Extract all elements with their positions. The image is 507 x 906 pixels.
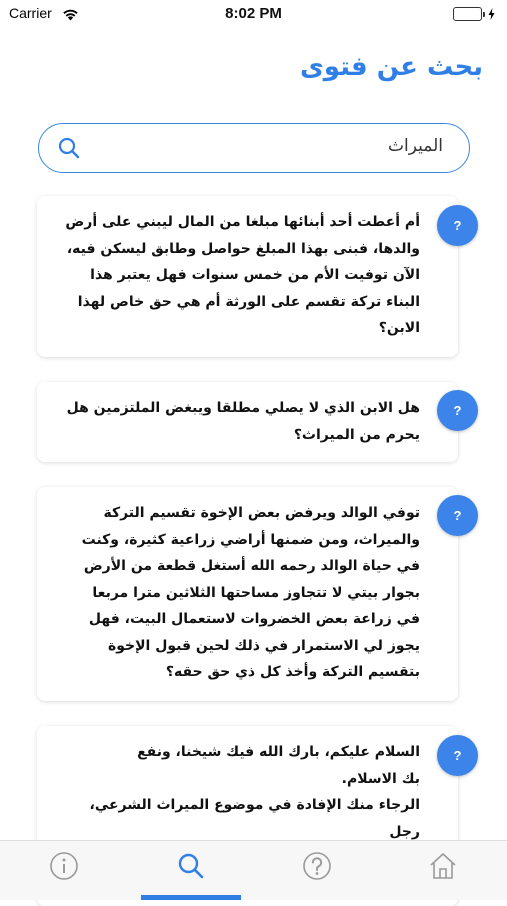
question-card[interactable] [37,487,458,701]
question-card[interactable] [37,196,458,357]
search-bar[interactable] [38,123,470,173]
search-icon [176,851,206,881]
info-icon [49,851,79,881]
tab-search[interactable] [171,848,211,884]
tab-bar [0,840,507,900]
question-icon [302,851,332,881]
tab-question[interactable] [297,848,337,884]
clock: 8:02 PM [225,5,282,22]
fatwa-list[interactable] [0,194,507,840]
question-text: أم أعطت أحد أبنائها مبلغا من المال ليبني على أرض والدها، فبنى بهذا المبلغ حواصل وطابق ليسكن فيه، الآن توفيت الأم من خمس سنوات فهل يعتبر هذا البناء تركة تقسم على الورثة أم هي حق خاص لهذا الابن؟ [65,214,420,336]
search-icon[interactable] [57,136,81,164]
charging-bolt-icon [488,8,495,20]
home-icon [428,851,458,881]
status-bar [0,0,507,30]
question-badge: ? [437,735,478,776]
question-card[interactable] [37,382,458,462]
battery-icon [453,7,495,21]
active-tab-indicator [141,895,241,900]
carrier-label: Carrier [9,5,52,21]
question-badge: ? [437,390,478,431]
question-badge: ? [437,205,478,246]
question-text: توفي الوالد ويرفض بعض الإخوة تقسيم التركة والميراث، ومن ضمنها أراضي زراعية كثيرة، وكنت في حياة الوالد رحمه الله أستغل قطعة من الأرض بجوار بيتي لا تتجاوز مساحتها الثلاثين مترا مربعا في زراعة بعض الخضروات لاستعمال البيت، فهل يجوز لي الاستمرار في ذلك لحين قبول الإخوة بتقسيم التركة وأخذ كل ذي حق حقه؟ [81,505,420,680]
question-text: هل الابن الذي لا يصلي مطلقا ويبغض الملتزمين هل يحرم من الميراث؟ [66,400,420,443]
tab-home[interactable] [423,848,463,884]
question-text: السلام عليكم، بارك الله فيك شيخنا، ونفع بك الاسلام. الرجاء منك الإفادة في موضوع الميراث الشرعي، رجل [89,744,420,840]
tab-info[interactable] [44,848,84,884]
search-input[interactable] [103,136,443,156]
page-title: بحث عن فتوى [299,52,483,82]
question-badge: ? [437,495,478,536]
